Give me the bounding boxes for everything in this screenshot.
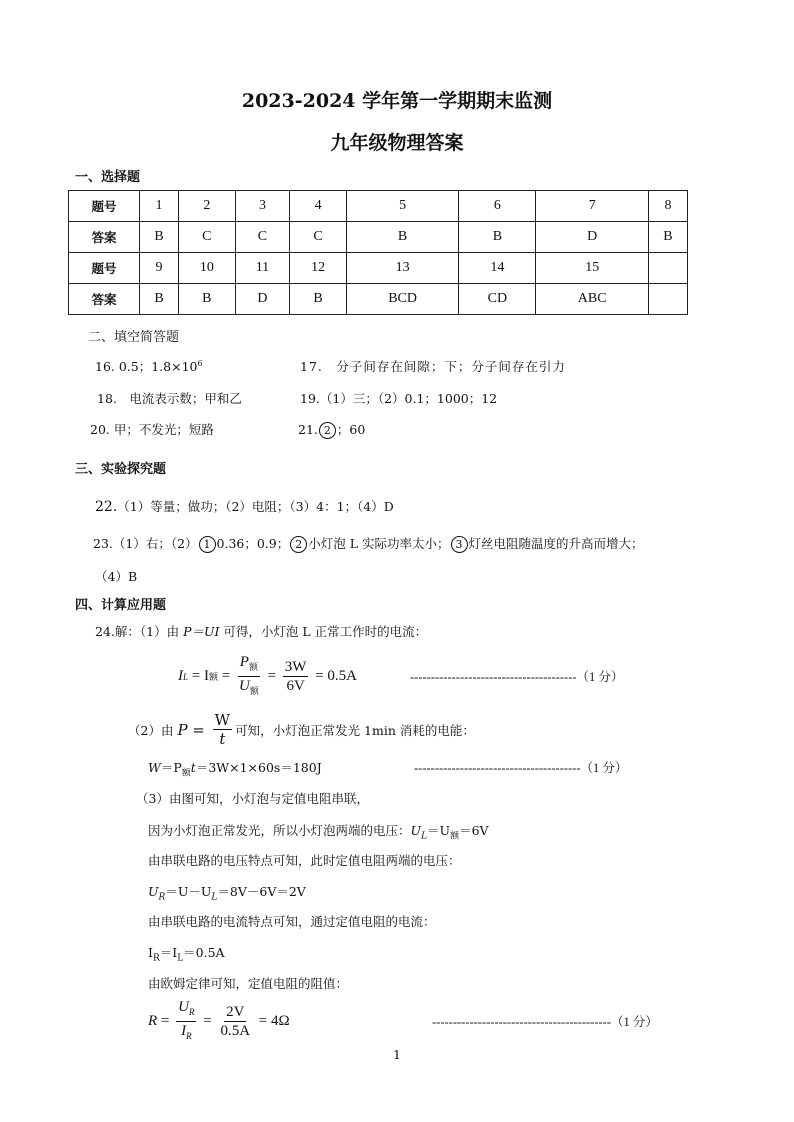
numerator: 3W (284, 659, 307, 675)
table-cell: 5 (346, 191, 458, 222)
circled-number: 2 (319, 422, 336, 439)
answer-text: 灯丝电阻随温度的升高而增大； (468, 536, 644, 551)
table-cell: 15 (536, 253, 648, 284)
answer-number: 22. (95, 499, 118, 515)
table-cell: 14 (459, 253, 536, 284)
answer-21 (298, 420, 365, 439)
symbol: ＝P (160, 760, 182, 775)
table-header-cell: 答案 (69, 222, 140, 253)
table-header-cell: 题号 (69, 253, 140, 284)
table-row (69, 191, 688, 222)
table-row (69, 253, 688, 284)
page-title: 2023-2024 学年第一学期期末监测 (241, 90, 553, 112)
solution-line: 由欧姆定律可知，定值电阻的阻值： (148, 976, 349, 991)
subscript: L (183, 671, 189, 682)
answer-20: 20. 甲；不发光；短路 (90, 422, 214, 437)
table-cell: D (536, 222, 648, 253)
solution-line (148, 882, 306, 903)
symbol: t (190, 760, 196, 775)
answer-number: 16. (95, 359, 115, 374)
answer-17: 17. 分子间存在间隙；下；分子间存在引力 (300, 359, 566, 374)
table-cell: B (459, 222, 536, 253)
table-cell: 7 (536, 191, 648, 222)
score-marker: -------------------------------------------（1 分） (432, 1015, 658, 1029)
solution-line (148, 821, 489, 842)
numerator: P (239, 654, 249, 670)
score-marker: ----------------------------------------（1 分） (414, 761, 628, 775)
section-heading-calculation: 四、计算应用题 (75, 598, 167, 613)
table-cell: D (235, 284, 290, 315)
table-cell: 6 (459, 191, 536, 222)
fraction (218, 1004, 252, 1039)
symbol: = (218, 668, 234, 684)
solution-line: 由串联电路的电压特点可知，此时定值电阻两端的电压： (148, 853, 461, 868)
circled-number: 1 (199, 536, 216, 553)
symbol: U (148, 884, 159, 899)
equation-resistance (148, 999, 290, 1044)
answer-19: 19.（1）三；（2）0.1；1000；12 (300, 391, 498, 406)
denominator: U (238, 678, 250, 694)
table-cell: B (290, 284, 347, 315)
text: （2）由 (128, 722, 178, 738)
solution-24-intro (95, 622, 427, 640)
symbol: U (410, 823, 422, 838)
section-heading-choice: 一、选择题 (75, 170, 141, 185)
answer-16 (95, 357, 203, 375)
answer-23-line2: （4）B (95, 569, 138, 584)
table-cell (648, 284, 687, 315)
answer-text: 23.（1）右；（2） (93, 536, 198, 551)
result: = 0.5A (311, 668, 358, 684)
table-cell: C (179, 222, 236, 253)
denominator: I (181, 1023, 187, 1039)
fraction (213, 712, 232, 747)
section-heading-experiment: 三、实验探究题 (75, 462, 167, 477)
result: ＝0.5A (183, 945, 225, 960)
answer-table (68, 190, 688, 315)
answer-text: 0.36；0.9； (216, 536, 290, 551)
table-cell: B (346, 222, 458, 253)
table-cell: B (179, 284, 236, 315)
symbol: = (199, 1013, 216, 1029)
answer-number: 21. (298, 422, 318, 437)
symbol: ＝I (159, 945, 178, 960)
table-cell: 9 (140, 253, 179, 284)
subscript: 额 (181, 768, 191, 779)
fraction (176, 999, 196, 1044)
table-cell: B (140, 284, 179, 315)
circled-number: 3 (451, 536, 468, 553)
result: ＝8V－6V＝2V (217, 884, 306, 899)
table-header-cell: 答案 (69, 284, 140, 315)
answer-text: ；60 (336, 422, 366, 437)
answer-18: 18. 电流表示数；甲和乙 (97, 391, 242, 406)
table-cell: CD (459, 284, 536, 315)
table-row (69, 284, 688, 315)
answer-text: （1）等量；做功；（2）电阻；（3）4：1；（4）D (117, 499, 394, 514)
table-row (69, 222, 688, 253)
subscript: R (188, 1007, 195, 1017)
table-cell: 12 (290, 253, 347, 284)
table-cell: C (235, 222, 290, 253)
page-subtitle: 九年级物理答案 (330, 132, 464, 154)
table-cell: 10 (179, 253, 236, 284)
solution-line: 由串联电路的电流特点可知，通过定值电阻的电流： (148, 914, 436, 929)
table-header-cell: 题号 (69, 191, 140, 222)
table-cell: C (290, 222, 347, 253)
text: 可知，小灯泡正常发光 1min 消耗的电能： (235, 722, 475, 738)
symbol: = (187, 720, 210, 739)
answer-22 (95, 497, 394, 515)
symbol: I (178, 668, 183, 684)
answer-text: 0.5；1.8×10 (118, 359, 198, 374)
text: 可得，小灯泡 L 正常工作时的电流： (219, 624, 428, 639)
solution-24-part3: （3）由图可知，小灯泡与定值电阻串联， (136, 791, 369, 806)
text: 因为小灯泡正常发光，所以小灯泡两端的电压： (148, 823, 411, 838)
subscript: 额 (248, 662, 258, 672)
symbol: W (148, 760, 161, 775)
fraction (283, 659, 309, 694)
equation-energy (148, 758, 322, 779)
numerator: U (178, 999, 189, 1015)
exponent: 6 (197, 358, 203, 368)
page-number: 1 (393, 1047, 401, 1062)
table-cell: 1 (140, 191, 179, 222)
result: = 4Ω (255, 1013, 290, 1029)
table-cell: B (140, 222, 179, 253)
symbol: = I (188, 668, 209, 684)
numerator: 2V (226, 1004, 245, 1020)
subscript: 额 (249, 686, 259, 696)
answer-23 (93, 534, 644, 553)
subscript: L (421, 831, 428, 842)
numerator: W (214, 711, 231, 729)
table-cell: 3 (235, 191, 290, 222)
symbol: = (157, 1013, 174, 1029)
table-cell (648, 253, 687, 284)
score-marker: ----------------------------------------（1 分） (410, 670, 624, 684)
symbol: P (177, 720, 188, 739)
symbol: I (148, 945, 153, 960)
table-cell: 11 (235, 253, 290, 284)
result: ＝3W×1×60s＝180J (195, 760, 322, 775)
subscript: L (177, 953, 184, 964)
subscript: R (158, 892, 166, 903)
subscript: 额 (208, 672, 218, 682)
table-cell: 8 (648, 191, 687, 222)
result: ＝6V (459, 823, 489, 838)
table-cell: 2 (179, 191, 236, 222)
table-cell: BCD (346, 284, 458, 315)
denominator: t (219, 730, 226, 748)
text: 24.解：（1）由 (95, 624, 184, 639)
subscript: L (211, 892, 218, 903)
solution-line (148, 943, 225, 964)
equation-current (178, 654, 357, 699)
table-cell: ABC (536, 284, 648, 315)
fraction (237, 654, 261, 699)
symbol: ＝U－U (165, 884, 212, 899)
symbol: = (263, 668, 280, 684)
subscript: R (152, 953, 160, 964)
table-cell: B (648, 222, 687, 253)
circled-number: 2 (290, 536, 307, 553)
answer-text: 小灯泡 L 实际功率太小； (308, 536, 450, 551)
subscript: R (186, 1031, 192, 1041)
formula: P＝UI (183, 624, 220, 639)
section-heading-fill: 二、填空简答题 (88, 330, 180, 345)
table-cell: 4 (290, 191, 347, 222)
solution-24-part2 (128, 712, 475, 747)
table-cell: 13 (346, 253, 458, 284)
denominator: 0.5A (220, 1023, 251, 1039)
symbol: ＝U (427, 823, 451, 838)
denominator: 6V (286, 678, 305, 694)
symbol: R (148, 1013, 158, 1029)
subscript: 额 (450, 831, 460, 842)
